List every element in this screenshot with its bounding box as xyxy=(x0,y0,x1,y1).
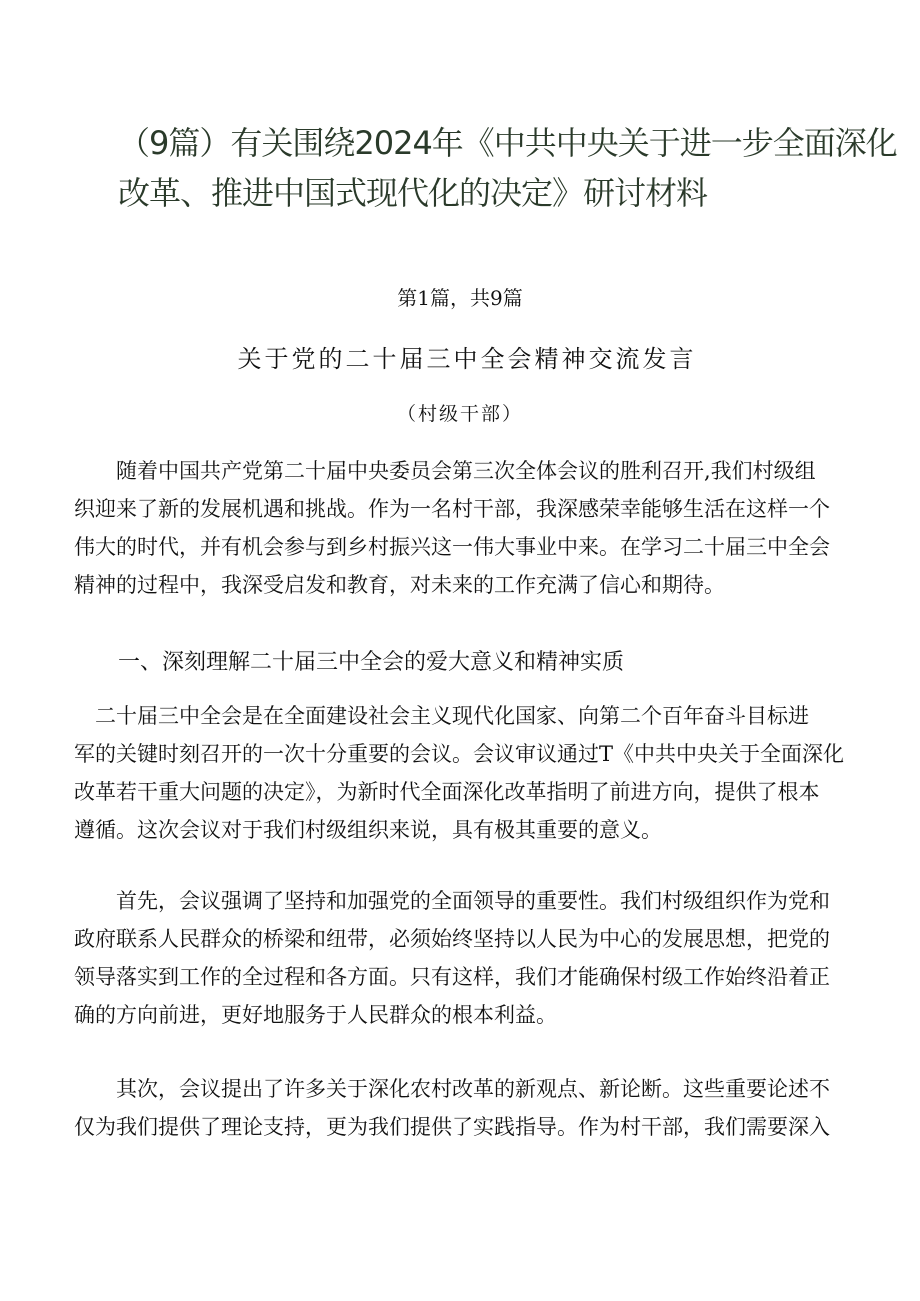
section-heading: 一、深刻理解二十届三中全会的爱大意义和精神实质 xyxy=(118,650,625,675)
paragraph-line: 军的关键时刻召开的一次十分重要的会议。会议审议通过T《中共中央关于全面深化 xyxy=(74,742,845,766)
paragraph-significance xyxy=(74,697,860,849)
paragraph-line: 遵循。这次会议对于我们村级组织来说，具有极其重要的意义。 xyxy=(74,818,662,842)
paragraph-line: 随着中国共产党第二十届中央委员会第三次全体会议的胜利召开,我们村级组 xyxy=(74,459,816,483)
paragraph-line: 其次，会议提出了许多关于深化农村改革的新观点、新论断。这些重要论述不 xyxy=(74,1077,830,1101)
paragraph-line: 政府联系人民群众的桥梁和纽带，必须始终坚持以人民为中心的发展思想，把党的 xyxy=(74,927,830,951)
paragraph-line: 仅为我们提供了理论支持，更为我们提供了实践指导。作为村干部，我们需要深入 xyxy=(74,1115,830,1139)
paragraph-line: 确的方向前进，更好地服务于人民群众的根本利益。 xyxy=(74,1003,557,1027)
document-title-line: 改革、推进中国式现代化的决定》研讨材料 xyxy=(118,174,708,212)
paragraph-line: 首先，会议强调了坚持和加强党的全面领导的重要性。我们村级组织作为党和 xyxy=(74,889,830,913)
paragraph-intro xyxy=(74,452,860,604)
paragraph-line: 精神的过程中，我深受启发和教育，对未来的工作充满了信心和期待。 xyxy=(74,573,725,597)
speech-title: 关于党的二十届三中全会精神交流发言 xyxy=(237,345,697,373)
document-title-line: （9篇）有关围绕2024年《中共中央关于进一步全面深化 xyxy=(118,124,897,162)
paragraph-first-point xyxy=(74,882,860,1034)
paragraph-line: 领导落实到工作的全过程和各方面。只有这样，我们才能确保村级工作始终沿着正 xyxy=(74,965,830,989)
paragraph-second-point xyxy=(74,1070,860,1146)
part-label: 第1篇，共9篇 xyxy=(397,286,523,310)
paragraph-line: 改革若干重大问题的决定》，为新时代全面深化改革指明了前进方向，提供了根本 xyxy=(74,780,820,804)
document-title xyxy=(118,118,897,218)
paragraph-line: 伟大的时代，并有机会参与到乡村振兴这一伟大事业中来。在学习二十届三中全会 xyxy=(74,535,830,559)
speech-subtitle: （村级干部） xyxy=(396,403,523,425)
paragraph-line: 织迎来了新的发展机遇和挑战。作为一名村干部，我深感荣幸能够生活在这样一个 xyxy=(74,497,830,521)
paragraph-line: 二十届三中全会是在全面建设社会主义现代化国家、向第二个百年奋斗目标进 xyxy=(74,704,809,728)
